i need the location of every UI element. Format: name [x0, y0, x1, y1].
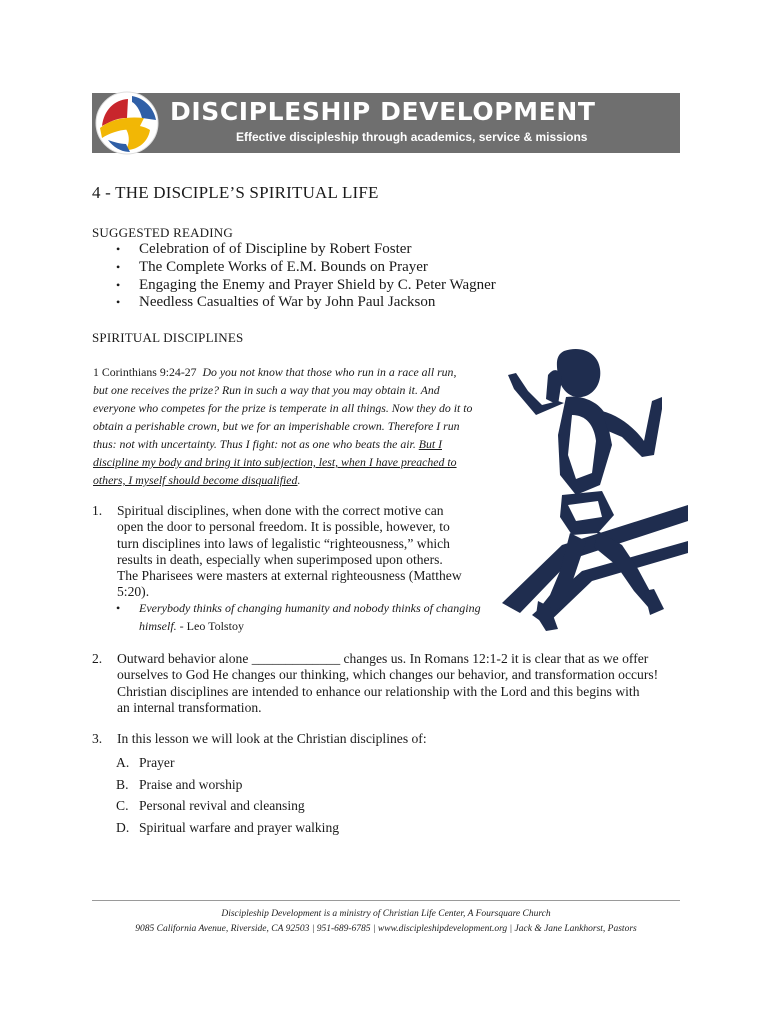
point-number: 3. [92, 731, 103, 746]
point-1 [92, 503, 492, 600]
point-3 [92, 731, 682, 749]
point-line: ourselves to God He changes our thinking, which changes our behavior, and transformation occurs! [117, 667, 659, 683]
footer-ministry-line: Discipleship Development is a ministry of Christian Life Center, A Foursquare Church [221, 909, 551, 919]
banner-title: DISCIPLESHIP DEVELOPMENT [170, 97, 596, 126]
point-line: The Pharisees were masters at external righteousness (Matthew [117, 568, 462, 584]
point-2 [92, 651, 682, 717]
disciplines-list [116, 752, 339, 838]
reading-item: • The Complete Works of E.M. Bounds on Prayer [116, 259, 496, 277]
footer-contact-line: 9085 California Avenue, Riverside, CA 92503 | 951-689-6785 | www.discipleshipdevelopment.org | Jack & Jane Lankhorst, Pastors [135, 924, 637, 934]
reading-item: • Celebration of of Discipline by Robert Foster [116, 241, 496, 259]
reading-list [116, 241, 496, 312]
scripture-end: . [297, 473, 301, 487]
point-line: results in death, especially when superimposed upon others. [117, 551, 443, 567]
reading-item: • Needless Casualties of War by John Paul Jackson [116, 294, 496, 312]
discipline-text: Spiritual warfare and prayer walking [139, 819, 340, 835]
point-number: 2. [92, 651, 103, 666]
discipline-letter: C. [116, 798, 129, 814]
discipline-item [116, 795, 339, 817]
suggested-reading-heading: SUGGESTED READING [92, 225, 233, 240]
scripture-text: Do you not know that those who run in a race all run, but one receives the prize? Run in such a way that you may obtain it. And everyone who competes for the prize is temperate in all things. Now they do it to obtain a perishable crown, but we for an imperishable crown. Therefore I run thus: not with uncertainty. Thus I fight: not as one who beats the air. [93, 365, 473, 451]
discipline-letter: B. [116, 776, 129, 792]
discipline-item [116, 774, 339, 796]
quote-bullet: • [116, 601, 121, 615]
discipline-letter: A. [116, 755, 130, 770]
reading-item: • Engaging the Enemy and Prayer Shield by C. Peter Wagner [116, 277, 496, 295]
discipline-text: Prayer [139, 755, 175, 770]
point-line: an internal transformation. [117, 699, 262, 715]
scripture-reference: 1 Corinthians 9:24-27 [93, 365, 197, 379]
quote-author: - Leo Tolstoy [179, 619, 244, 633]
banner-subtitle: Effective discipleship through academics, service & missions [236, 130, 588, 144]
discipline-text: Praise and worship [139, 776, 243, 792]
foursquare-logo [94, 90, 160, 156]
scripture-underlined: But I discipline my body and bring it into subjection, lest, when I have preached to others, I myself should become disqualified [93, 437, 457, 487]
footer [92, 907, 680, 937]
point-line: In this lesson we will look at the Christian disciplines of: [117, 731, 427, 746]
spiritual-disciplines-heading: SPIRITUAL DISCIPLINES [92, 330, 244, 345]
point-line: Christian disciplines are intended to enhance our relationship with the Lord and this begins with [117, 683, 640, 699]
point-line: open the door to personal freedom. It is possible, however, to [117, 519, 450, 535]
discipline-item [116, 817, 339, 839]
point-line: Outward behavior alone _____________ changes us. In Romans 12:1-2 it is clear that as we offer [117, 651, 649, 666]
point-line: turn disciplines into laws of legalistic “righteousness,” which [117, 535, 450, 551]
runner-illustration [502, 345, 688, 633]
scripture-passage [93, 363, 473, 489]
point-line: Spiritual disciplines, when done with the correct motive can [117, 503, 444, 518]
discipline-text: Personal revival and cleansing [139, 798, 305, 814]
footer-divider [92, 900, 680, 901]
point-line: 5:20). [117, 584, 150, 600]
quote-text: Everybody thinks of changing humanity and nobody thinks of changing himself. [139, 601, 481, 633]
point-number: 1. [92, 503, 103, 518]
discipline-letter: D. [116, 819, 130, 835]
discipline-item [116, 752, 339, 774]
lesson-title: 4 - THE DISCIPLE’S SPIRITUAL LIFE [92, 183, 379, 202]
